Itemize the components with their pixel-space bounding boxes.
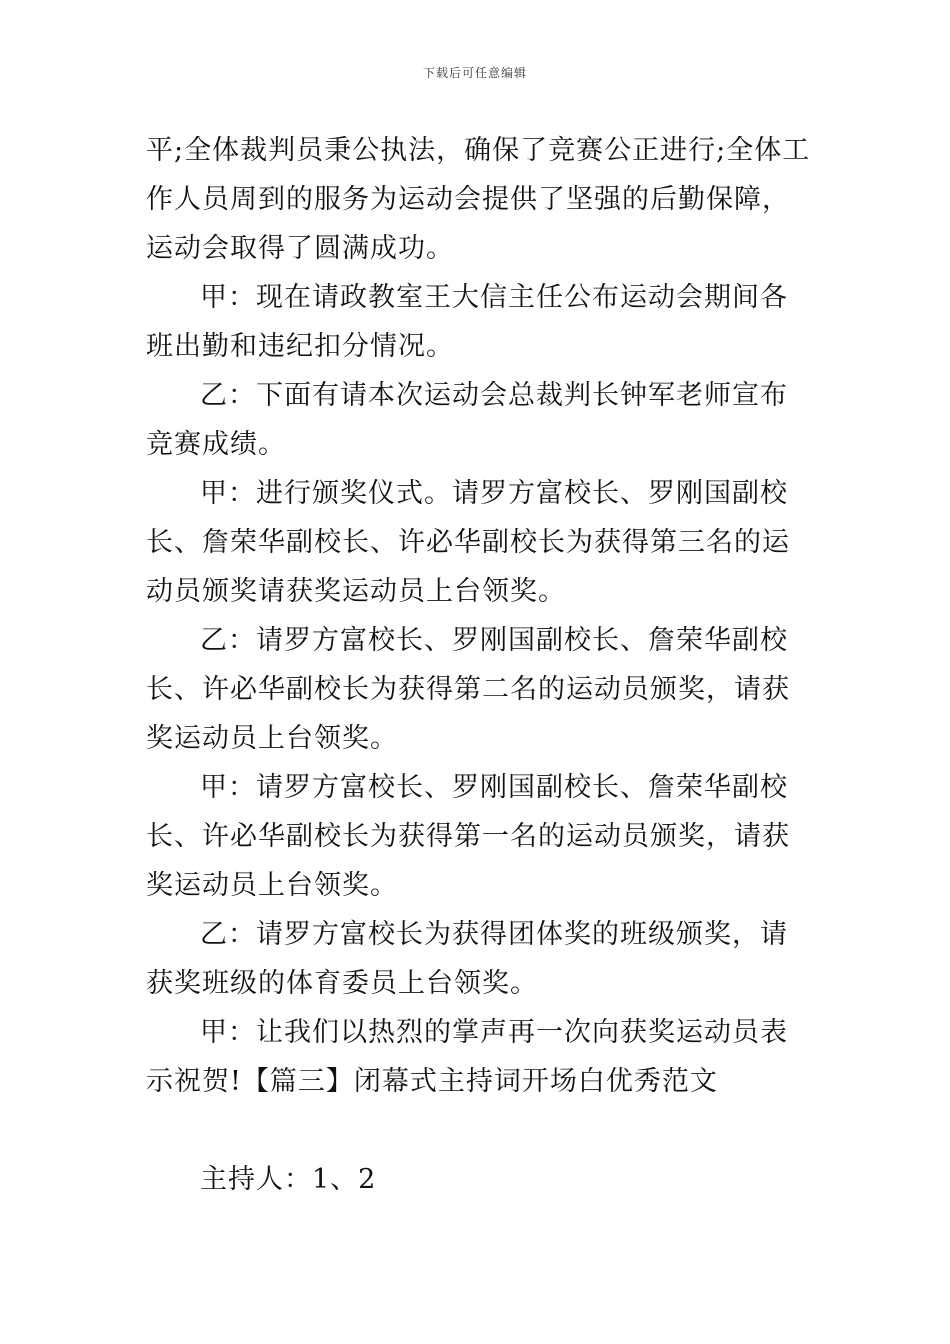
paragraph-2: 甲：现在请政教室王大信主任公布运动会期间各班出勤和违纪扣分情况。 xyxy=(146,282,788,362)
paragraph-8: 甲：让我们以热烈的掌声再一次向获奖运动员表示祝贺!【篇三】闭幕式主持词开场白优秀范文 xyxy=(146,1017,788,1097)
paragraph-1: 平;全体裁判员秉公执法，确保了竞赛公正进行;全体工作人员周到的服务为运动会提供了坚强的后勤保障，运动会取得了圆满成功。 xyxy=(146,135,811,264)
paragraph-4: 甲：进行颁奖仪式。请罗方富校长、罗刚国副校长、詹荣华副校长、许必华副校长为获得第三名的运动员颁奖请获奖运动员上台领奖。 xyxy=(146,478,790,607)
paragraph-5: 乙：请罗方富校长、罗刚国副校长、詹荣华副校长、许必华副校长为获得第二名的运动员颁奖，请获奖运动员上台领奖。 xyxy=(146,625,790,754)
paragraph-7: 乙：请罗方富校长为获得团体奖的班级颁奖，请获奖班级的体育委员上台领奖。 xyxy=(146,919,788,999)
paragraph-3: 乙：下面有请本次运动会总裁判长钟军老师宣布竞赛成绩。 xyxy=(146,380,788,460)
paragraph-9: 主持人：1、2 xyxy=(200,1164,377,1195)
page-header: 下载后可任意编辑 xyxy=(422,66,527,80)
paragraph-6: 甲：请罗方富校长、罗刚国副校长、詹荣华副校长、许必华副校长为获得第一名的运动员颁奖，请获奖运动员上台领奖。 xyxy=(146,772,790,901)
document-body xyxy=(146,126,811,1204)
